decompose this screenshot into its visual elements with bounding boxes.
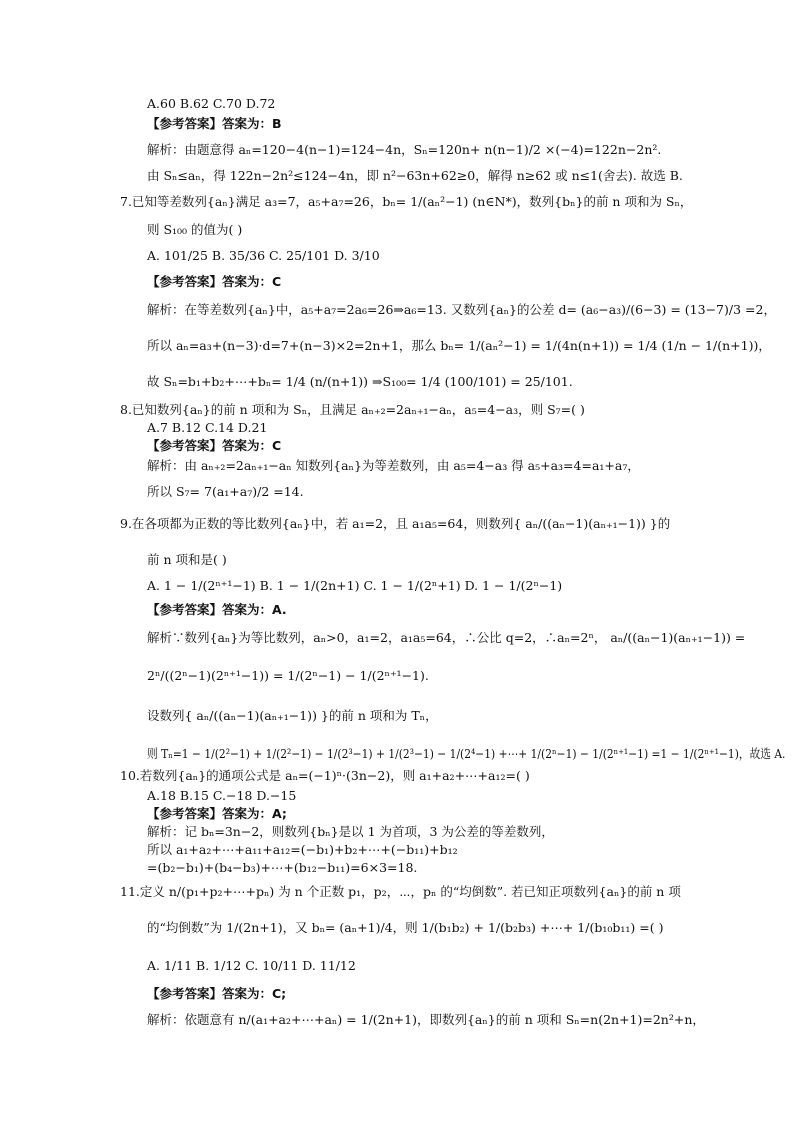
choices-q11: A. 1/11 B. 1/12 C. 10/11 D. 11/12	[147, 958, 356, 973]
answer-q11: 【参考答案】答案为：C;	[147, 986, 287, 1001]
choices-q7: A. 101/25 B. 35/36 C. 25/101 D. 3/10	[147, 248, 380, 263]
question-7: 7.已知等差数列{aₙ}满足 a₃=7，a₅+a₇=26，bₙ= 1/(aₙ²−1) (n∈N*)，数列{bₙ}的前 n 项和为 Sₙ，	[120, 194, 693, 209]
choices-q10: A.18 B.15 C.−18 D.−15	[147, 788, 297, 803]
question-8: 8.已知数列{aₙ}的前 n 项和为 Sₙ，且满足 aₙ₊₂=2aₙ₊₁−aₙ，a₅=4−a₃，则 S₇=( )	[120, 402, 585, 417]
choices-q9: A. 1 − 1/(2ⁿ⁺¹−1) B. 1 − 1/(2n+1) C. 1 − 1/(2ⁿ+1) D. 1 − 1/(2ⁿ−1)	[147, 578, 563, 593]
question-10: 10.若数列{aₙ}的通项公式是 aₙ=(−1)ⁿ·(3n−2)，则 a₁+a₂+⋯+a₁₂=( )	[120, 768, 530, 783]
choices-q8: A.7 B.12 C.14 D.21	[147, 420, 268, 435]
solution-q6-line1: 解析：由题意得 aₙ=120−4(n−1)=124−4n，Sₙ=120n+ n(n−1)/2 ×(−4)=122n−2n².	[147, 142, 662, 157]
solution-q9-line1: 解析∵数列{aₙ}为等比数列，aₙ>0，a₁=2，a₁a₅=64，∴公比 q=2，∴aₙ=2ⁿ， aₙ/((aₙ−1)(aₙ₊₁−1)) =	[147, 630, 746, 645]
solution-q6-line2: 由 Sₙ≤aₙ，得 122n−2n²≤124−4n，即 n²−63n+62≥0，解得 n≥62 或 n≤1(舍去). 故选 B.	[147, 168, 683, 183]
question-7-line2: 则 S₁₀₀ 的值为( )	[147, 222, 243, 237]
solution-q7-line1: 解析：在等差数列{aₙ}中，a₅+a₇=2a₆=26⇒a₆=13. 又数列{aₙ}的公差 d= (a₆−a₃)/(6−3) = (13−7)/3 =2，	[147, 302, 776, 317]
solution-q8-line2: 所以 S₇= 7(a₁+a₇)/2 =14.	[147, 484, 304, 499]
solution-q7-line3: 故 Sₙ=b₁+b₂+⋯+bₙ= 1/4 (n/(n+1)) ⇒S₁₀₀= 1/4 (100/101) = 25/101.	[147, 374, 573, 389]
solution-q10-line1: 解析：记 bₙ=3n−2，则数列{bₙ}是以 1 为首项，3 为公差的等差数列，	[147, 824, 554, 839]
solution-q8-line1: 解析：由 aₙ₊₂=2aₙ₊₁−aₙ 知数列{aₙ}为等差数列，由 a₅=4−a₃ 得 a₅+a₃=4=a₁+a₇，	[147, 458, 640, 473]
solution-q7-line2: 所以 aₙ=a₃+(n−3)·d=7+(n−3)×2=2n+1，那么 bₙ= 1/(aₙ²−1) = 1/(4n(n+1)) = 1/4 (1/n − 1/(n+1))，	[147, 338, 771, 353]
question-9-line2: 前 n 项和是( )	[147, 552, 227, 567]
answer-q6: 【参考答案】答案为：B	[147, 116, 282, 131]
answer-q8: 【参考答案】答案为：C	[147, 438, 282, 453]
question-11: 11.定义 n/(p₁+p₂+⋯+pₙ) 为 n 个正数 p₁，p₂，⋯，pₙ 的“均倒数”. 若已知正项数列{aₙ}的前 n 项	[120, 884, 681, 899]
solution-q11-line1: 解析：依题意有 n/(a₁+a₂+⋯+aₙ) = 1/(2n+1)，即数列{aₙ}的前 n 项和 Sₙ=n(2n+1)=2n²+n，	[147, 1012, 705, 1027]
choices-q6: A.60 B.62 C.70 D.72	[147, 96, 276, 111]
answer-q7: 【参考答案】答案为：C	[147, 274, 282, 289]
question-11-line2: 的“均倒数”为 1/(2n+1)，又 bₙ= (aₙ+1)/4，则 1/(b₁b₂) + 1/(b₂b₃) +⋯+ 1/(b₁₀b₁₁) =( )	[147, 920, 664, 935]
answer-q9: 【参考答案】答案为：A.	[147, 602, 287, 617]
solution-q10-line2: 所以 a₁+a₂+⋯+a₁₁+a₁₂=(−b₁)+b₂+⋯+(−b₁₁)+b₁₂	[147, 842, 458, 857]
answer-q10: 【参考答案】答案为：A;	[147, 806, 287, 821]
solution-q9-line4: 则 Tₙ=1 − 1/(2²−1) + 1/(2²−1) − 1/(2³−1) + 1/(2³−1) − 1/(2⁴−1) +⋯+ 1/(2ⁿ−1) − 1/(2ⁿ⁺¹−1) =1 − 1/(2ⁿ⁺¹−1)，故选 A.	[147, 746, 786, 761]
solution-q9-line3: 设数列{ aₙ/((aₙ−1)(aₙ₊₁−1)) }的前 n 项和为 Tₙ，	[147, 708, 438, 723]
solution-q10-line3: =(b₂−b₁)+(b₄−b₃)+⋯+(b₁₂−b₁₁)=6×3=18.	[147, 860, 418, 875]
question-9: 9.在各项都为正数的等比数列{aₙ}中，若 a₁=2，且 a₁a₅=64，则数列{ aₙ/((aₙ−1)(aₙ₊₁−1)) }的	[120, 516, 671, 531]
solution-q9-line2: 2ⁿ/((2ⁿ−1)(2ⁿ⁺¹−1)) = 1/(2ⁿ−1) − 1/(2ⁿ⁺¹−1).	[147, 668, 429, 683]
